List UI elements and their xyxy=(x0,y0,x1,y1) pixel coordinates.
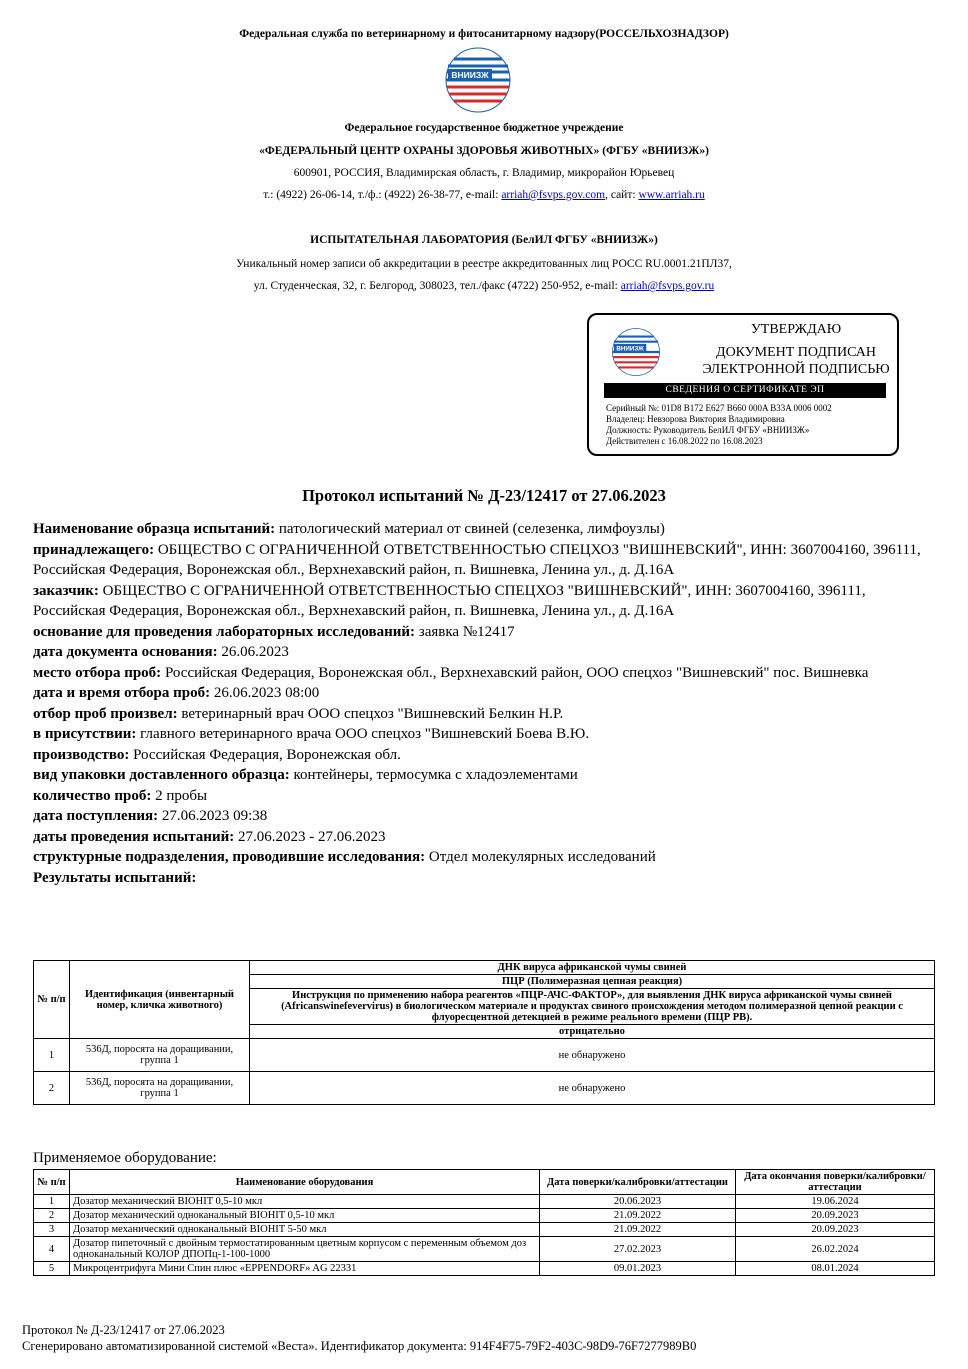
field-row: место отбора проб: Российская Федерация, Воронежская обл., Верхнехавский район, ООО спецхоз "Вишневский" пос. Вишневка xyxy=(33,664,869,681)
eq-date: 21.09.2022 xyxy=(540,1209,736,1223)
eq-name: Дозатор пипеточный с двойным термостатированным цветным корпусом с переменным объемом доз одноканальный КОЛОР ДПОПц-1-100-1000 xyxy=(70,1237,540,1262)
sample-fields xyxy=(33,519,933,888)
eq-date: 21.09.2022 xyxy=(540,1223,736,1237)
row-identification: 536Д, поросята на доращивании, группа 1 xyxy=(70,1039,250,1072)
field-row: количество проб: 2 пробы xyxy=(33,787,208,804)
vniizzh-logo-icon xyxy=(444,46,512,114)
stamp-serial: Серийный №: 01D8 B172 E627 B660 000A B33A 0006 0002 xyxy=(606,403,832,413)
table-row xyxy=(34,1209,935,1223)
stamp-logo-icon xyxy=(611,327,661,377)
test-instruction-header: Инструкция по применению набора реагентов «ПЦР-АЧС-ФАКТОР», для выявления ДНК вируса африканской чумы свиней (Africanswinefevervirus) в биологическом материале и продуктах свиного происхождения методом полимеразной цепной реакции с флуоресцентной детекцией в режиме реального времени (ПЦР РВ). xyxy=(250,989,935,1025)
protocol-title: Протокол испытаний № Д-23/12417 от 27.06.2023 xyxy=(302,486,666,505)
eq-end: 26.02.2024 xyxy=(736,1237,935,1262)
institution-name: «ФЕДЕРАЛЬНЫЙ ЦЕНТР ОХРАНЫ ЗДОРОВЬЯ ЖИВОТНЫХ» (ФГБУ «ВНИИЗЖ») xyxy=(259,145,709,157)
col-identification-header: Идентификация (инвентарный номер, кличка животного) xyxy=(70,961,250,1039)
equipment-table xyxy=(33,1169,935,1276)
eq-number: 4 xyxy=(34,1237,70,1262)
test-target-header: ДНК вируса африканской чумы свиней xyxy=(250,961,935,975)
row-identification: 536Д, поросята на доращивании, группа 1 xyxy=(70,1072,250,1105)
test-method-header: ПЦР (Полимеразная цепная реакция) xyxy=(250,975,935,989)
eq-end: 19.06.2024 xyxy=(736,1195,935,1209)
field-row: вид упаковки доставленного образца: контейнеры, термосумка с хладоэлементами xyxy=(33,767,578,783)
stamp-e-signature: ЭЛЕКТРОННОЙ ПОДПИСЬЮ xyxy=(702,362,890,377)
eq-col-name: Наименование оборудования xyxy=(70,1170,540,1195)
site-prefix: , сайт: xyxy=(605,189,639,201)
field-row: основание для проведения лабораторных исследований: заявка №12417 xyxy=(33,623,515,640)
results-heading: Результаты испытаний: xyxy=(33,869,197,886)
document-footer xyxy=(22,1322,696,1354)
table-row xyxy=(34,1237,935,1262)
e-signature-stamp xyxy=(587,313,899,456)
site-link[interactable]: www.arriah.ru xyxy=(638,189,705,201)
field-row: Наименование образца испытаний: патологический материал от свиней (селезенка, лимфоузлы) xyxy=(33,521,665,537)
field-row: даты проведения испытаний: 27.06.2023 - 27.06.2023 xyxy=(33,828,386,845)
eq-number: 3 xyxy=(34,1223,70,1237)
footer-generated: Сгенерировано автоматизированной системой «Веста». Идентификатор документа: 914F4F75-79F2-403C-98D9-76F7277989B0 xyxy=(22,1339,697,1353)
table-row xyxy=(34,1195,935,1209)
eq-number: 2 xyxy=(34,1209,70,1223)
stamp-signed: ДОКУМЕНТ ПОДПИСАН xyxy=(716,345,876,360)
eq-end: 08.01.2024 xyxy=(736,1262,935,1276)
field-row: дата и время отбора проб: 26.06.2023 08:00 xyxy=(33,685,320,701)
field-row: принадлежащего: ОБЩЕСТВО С ОГРАНИЧЕННОЙ ОТВЕТСТВЕННОСТЬЮ СПЕЦХОЗ "ВИШНЕВСКИЙ", ИНН: 3607004160, 396111, Российская Федерация, Воронежская обл., Верхнехавский район, п. Вишневка, Ленина ул., д. Д.16А xyxy=(33,541,921,578)
eq-number: 1 xyxy=(34,1195,70,1209)
equipment-label: Применяемое оборудование: xyxy=(33,1150,217,1166)
eq-col-date: Дата поверки/калибровки/аттестации xyxy=(540,1170,736,1195)
eq-name: Дозатор механический BIOHIT 0,5-10 мкл xyxy=(70,1195,540,1209)
lab-address xyxy=(0,280,968,292)
stamp-validity: Действителен с 16.08.2022 по 16.08.2023 xyxy=(606,436,763,446)
institution-address: 600901, РОССИЯ, Владимирская область, г. Владимир, микрорайон Юрьевец xyxy=(293,167,675,179)
institution-contacts xyxy=(0,189,968,201)
col-number-header: № п/п xyxy=(34,961,70,1039)
table-row xyxy=(34,1223,935,1237)
table-row xyxy=(34,1262,935,1276)
stamp-approve: УТВЕРЖДАЮ xyxy=(750,322,842,337)
row-result: не обнаружено xyxy=(250,1072,935,1105)
logo-text: ВНИИЗЖ xyxy=(451,70,489,80)
eq-end: 20.09.2023 xyxy=(736,1209,935,1223)
field-row: отбор проб произвел: ветеринарный врач ООО спецхоз "Вишневский Белкин Н.Р. xyxy=(33,705,564,722)
eq-end: 20.09.2023 xyxy=(736,1223,935,1237)
table-row xyxy=(34,1039,935,1072)
stamp-logo-text: ВНИИЗЖ xyxy=(616,345,644,353)
field-row: производство: Российская Федерация, Воронежская обл. xyxy=(33,746,401,763)
results-table xyxy=(33,960,935,1105)
eq-col-number: № п/п xyxy=(34,1170,70,1195)
row-number: 1 xyxy=(34,1039,70,1072)
agency-name: Федеральная служба по ветеринарному и фитосанитарному надзору(РОССЕЛЬХОЗНАДЗОР) xyxy=(239,28,729,40)
contacts-text: т.: (4922) 26-06-14, т./ф.: (4922) 26-38-77, e-mail: xyxy=(263,189,502,201)
lab-email-link[interactable]: arriah@fsvps.gov.ru xyxy=(620,280,715,292)
footer-protocol: Протокол № Д-23/12417 от 27.06.2023 xyxy=(22,1323,225,1337)
eq-col-end: Дата окончания поверки/калибровки/аттестации xyxy=(736,1170,935,1195)
eq-date: 20.06.2023 xyxy=(540,1195,736,1209)
institution-type: Федеральное государственное бюджетное учреждение xyxy=(344,122,624,134)
lab-address-text: ул. Студенческая, 32, г. Белгород, 308023, тел./факс (4722) 250-952, e-mail: xyxy=(253,280,621,292)
row-number: 2 xyxy=(34,1072,70,1105)
email-link[interactable]: arriah@fsvps.gov.com xyxy=(501,189,606,201)
eq-name: Дозатор механический одноканальный BIOHIT 5-50 мкл xyxy=(70,1223,540,1237)
eq-number: 5 xyxy=(34,1262,70,1276)
stamp-owner: Владелец: Невзорова Виктория Владимировна xyxy=(606,414,785,424)
test-norm-header: отрицательно xyxy=(250,1025,935,1039)
field-row: дата поступления: 27.06.2023 09:38 xyxy=(33,808,268,824)
lab-name: ИСПЫТАТЕЛЬНАЯ ЛАБОРАТОРИЯ (БелИЛ ФГБУ «ВНИИЗЖ») xyxy=(310,234,658,246)
eq-name: Микроцентрифуга Мини Спин плюс «EPPENDORF» AG 22331 xyxy=(70,1262,540,1276)
lab-accreditation: Уникальный номер записи об аккредитации в реестре аккредитованных лиц РОСС RU.0001.21ПЛ37, xyxy=(236,258,732,270)
field-row: заказчик: ОБЩЕСТВО С ОГРАНИЧЕННОЙ ОТВЕТСТВЕННОСТЬЮ СПЕЦХОЗ "ВИШНЕВСКИЙ", ИНН: 3607004160, 396111, Российская Федерация, Воронежская обл., Верхнехавский район, п. Вишневка, Ленина ул., д. Д.16А xyxy=(33,582,866,619)
stamp-cert-bar: СВЕДЕНИЯ О СЕРТИФИКАТЕ ЭП xyxy=(604,383,886,398)
stamp-position: Должность: Руководитель БелИЛ ФГБУ «ВНИИЗЖ» xyxy=(606,425,810,435)
field-row: структурные подразделения, проводившие исследования: Отдел молекулярных исследований xyxy=(33,849,656,865)
field-row: дата документа основания: 26.06.2023 xyxy=(33,644,289,660)
field-row: в присутствии: главного ветеринарного врача ООО спецхоз "Вишневский Боева В.Ю. xyxy=(33,726,590,742)
eq-date: 09.01.2023 xyxy=(540,1262,736,1276)
stamp-cert-info xyxy=(606,403,832,447)
eq-date: 27.02.2023 xyxy=(540,1237,736,1262)
row-result: не обнаружено xyxy=(250,1039,935,1072)
table-row xyxy=(34,1072,935,1105)
eq-name: Дозатор механический одноканальный BIOHIT 0,5-10 мкл xyxy=(70,1209,540,1223)
